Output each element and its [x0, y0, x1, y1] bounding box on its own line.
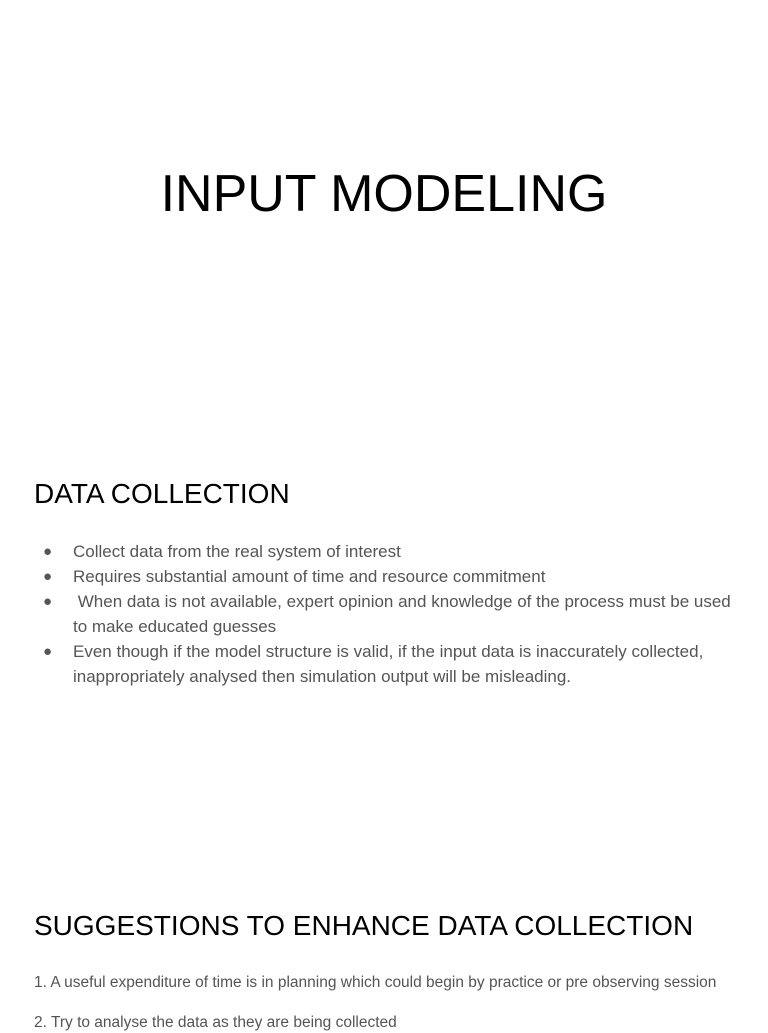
list-item [43, 564, 743, 589]
bullet-icon: ● [43, 568, 53, 585]
list-item [43, 539, 743, 564]
bullet-icon: ● [43, 543, 53, 560]
suggestions-heading: SUGGESTIONS TO ENHANCE DATA COLLECTION [34, 910, 694, 941]
bullet-icon: ● [43, 643, 53, 660]
data-collection-heading: DATA COLLECTION [34, 478, 290, 509]
list-item-text: Requires substantial amount of time and resource commitment [73, 567, 546, 586]
list-item-text: When data is not available, expert opinion and knowledge of the process must be used to make educated guesses [73, 592, 736, 636]
list-item [43, 639, 743, 689]
suggestion-item-2: 2. Try to analyse the data as they are being collected [34, 1014, 397, 1031]
suggestion-item-1: 1. A useful expenditure of time is in planning which could begin by practice or pre observing session [34, 974, 717, 991]
bullet-icon: ● [43, 593, 53, 610]
page-title: INPUT MODELING [160, 165, 608, 223]
data-collection-list [43, 539, 743, 689]
list-item-text: Collect data from the real system of interest [73, 542, 401, 561]
list-item-text: Even though if the model structure is valid, if the input data is inaccurately collected, inappropriately analysed then simulation output will be misleading. [73, 642, 704, 686]
list-item [43, 589, 743, 639]
